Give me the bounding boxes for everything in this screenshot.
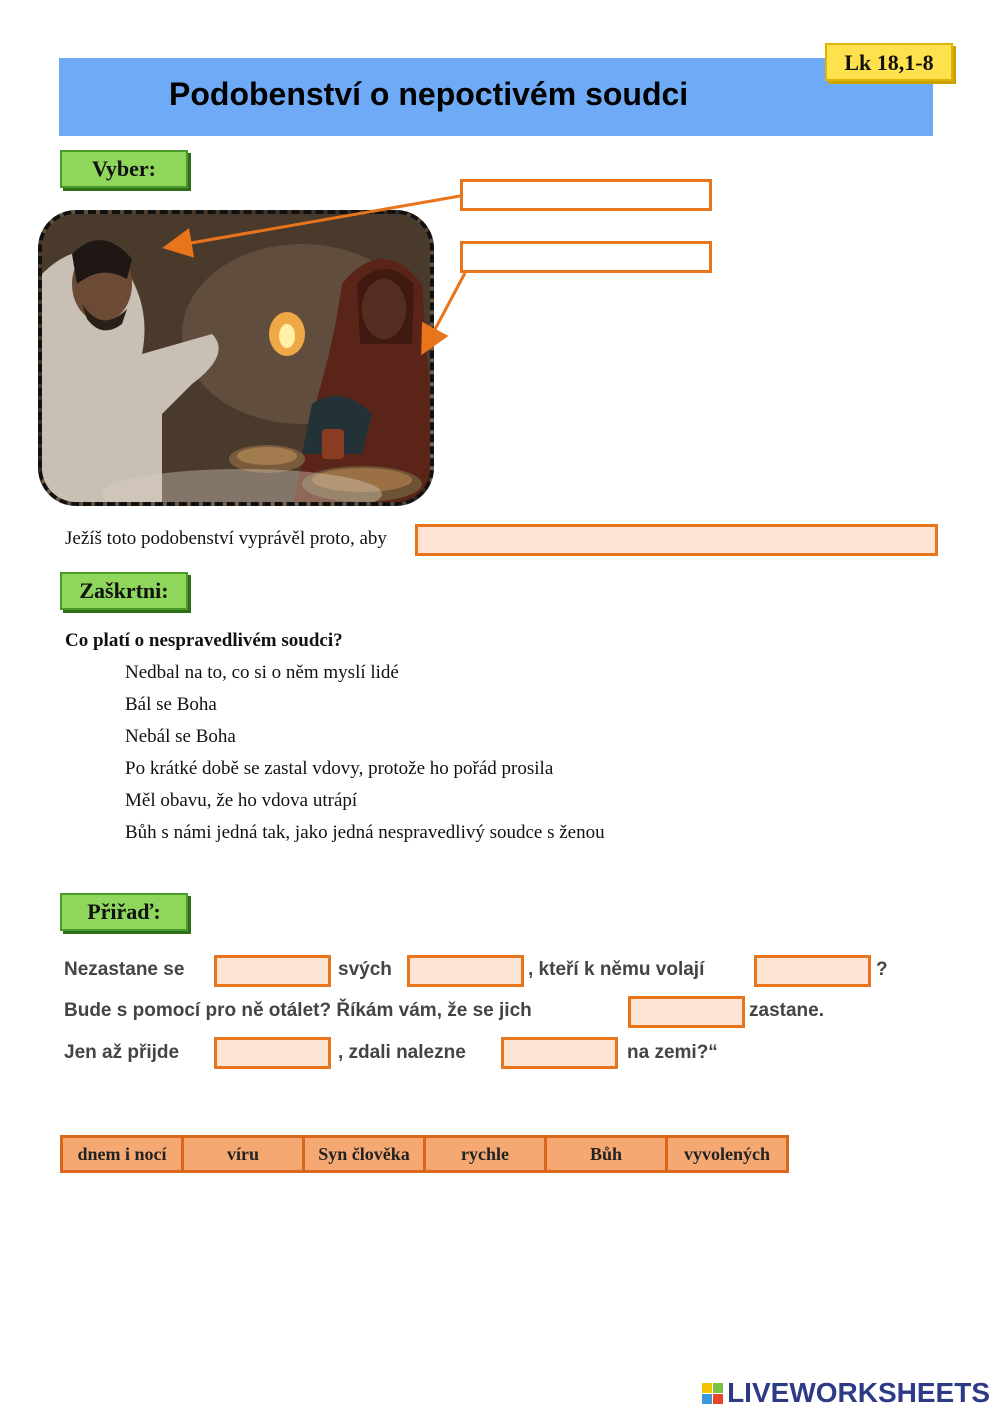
brand-logo [702, 1377, 990, 1409]
arrow-to-woman [424, 273, 465, 350]
drop-box-4[interactable] [628, 996, 745, 1028]
fill-text: ? [876, 959, 888, 980]
arrow-to-man [168, 196, 460, 247]
bible-reference-badge: Lk 18,1-8 [825, 43, 953, 81]
drop-box-6[interactable] [501, 1037, 618, 1069]
fill-text: zastane. [749, 1000, 824, 1021]
fill-text: , kteří k němu volají [528, 959, 705, 980]
word-chip[interactable]: víru [184, 1138, 305, 1170]
word-chip[interactable]: rychle [426, 1138, 547, 1170]
word-chip[interactable]: dnem i nocí [63, 1138, 184, 1170]
section-label-check: Zaškrtni: [60, 572, 188, 610]
word-chip[interactable]: Bůh [547, 1138, 668, 1170]
pointer-arrows [0, 0, 1000, 560]
section-label-select: Vyber: [60, 150, 188, 188]
option-item[interactable]: Bál se Boha [125, 694, 217, 715]
fill-text: , zdali nalezne [338, 1042, 466, 1063]
brand-name: LIVEWORKSHEETS [727, 1377, 990, 1408]
fill-text: Jen až přijde [64, 1042, 180, 1063]
page-title: Podobenství o nepoctivém soudci [169, 76, 689, 112]
option-item[interactable]: Bůh s námi jedná tak, jako jedná nespravedlivý soudce s ženou [125, 822, 605, 843]
word-chip[interactable]: Syn člověka [305, 1138, 426, 1170]
drop-box-1[interactable] [214, 955, 331, 987]
brand-logo-icon [702, 1383, 723, 1404]
word-bank [60, 1135, 789, 1173]
option-item[interactable]: Nebál se Boha [125, 726, 236, 747]
fill-text: Bude s pomocí pro ně otálet? Říkám vám, že se jich [64, 1000, 532, 1021]
section-label-match: Přiřaď: [60, 893, 188, 931]
word-chip[interactable]: vyvolených [668, 1138, 786, 1170]
drop-box-3[interactable] [754, 955, 871, 987]
option-item[interactable]: Po krátké době se zastal vdovy, protože ho pořád prosila [125, 758, 554, 779]
fill-text: svých [338, 959, 392, 980]
purpose-answer-box[interactable] [415, 524, 938, 556]
drop-box-5[interactable] [214, 1037, 331, 1069]
fill-text: na zemi?“ [627, 1042, 718, 1063]
fill-text: Nezastane se [64, 959, 185, 980]
check-question: Co platí o nespravedlivém soudci? [65, 630, 343, 651]
option-item[interactable]: Měl obavu, že ho vdova utrápí [125, 790, 358, 811]
purpose-sentence: Ježíš toto podobenství vyprávěl proto, aby [65, 528, 387, 549]
option-item[interactable]: Nedbal na to, co si o něm myslí lidé [125, 662, 399, 683]
drop-box-2[interactable] [407, 955, 524, 987]
